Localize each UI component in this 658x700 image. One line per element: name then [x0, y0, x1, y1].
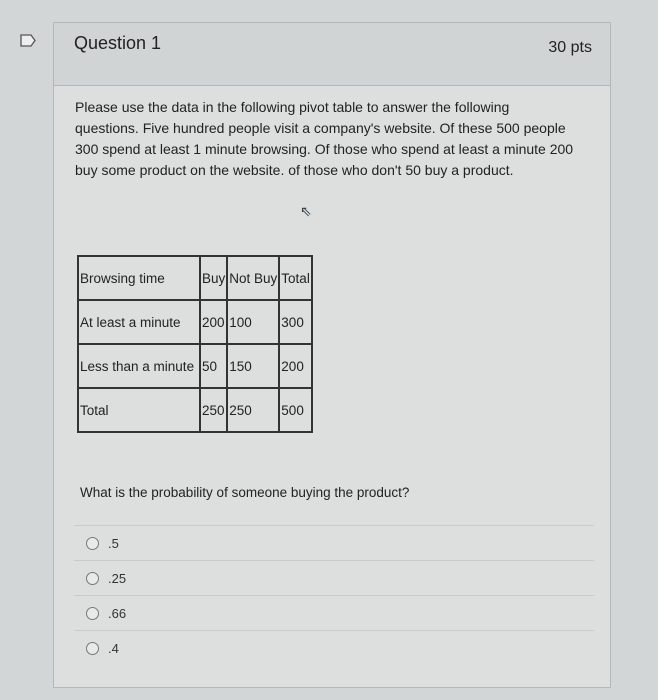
pivot-table: [77, 255, 313, 433]
answer-option[interactable]: [74, 560, 594, 595]
question-card: [53, 22, 611, 688]
option-label: .5: [108, 535, 119, 551]
question-title: Question 1: [74, 33, 162, 53]
table-cell: 200: [200, 300, 227, 344]
answer-option[interactable]: [74, 630, 594, 665]
table-row: [78, 388, 312, 432]
flag-question-icon[interactable]: [20, 34, 36, 47]
table-cell: At least a minute: [78, 300, 200, 344]
table-header: Not Buy: [227, 256, 279, 300]
radio-button[interactable]: [86, 537, 99, 550]
question-ask: What is the probability of someone buying the product?: [80, 485, 410, 500]
option-label: .66: [108, 605, 127, 621]
table-cell: 50: [200, 344, 227, 388]
radio-button[interactable]: [86, 607, 99, 620]
answer-options: [74, 525, 594, 665]
table-cell: 250: [227, 388, 279, 432]
answer-option[interactable]: [74, 595, 594, 630]
question-points: 30 pts: [548, 39, 592, 56]
mouse-cursor-icon: ⇖: [300, 203, 312, 219]
table-cell: 250: [200, 388, 227, 432]
option-label: .25: [108, 570, 127, 586]
answer-option[interactable]: [74, 525, 594, 560]
table-cell: 300: [279, 300, 312, 344]
radio-button[interactable]: [86, 572, 99, 585]
radio-button[interactable]: [86, 642, 99, 655]
table-cell: Total: [78, 388, 200, 432]
table-header: Browsing time: [78, 256, 200, 300]
question-header: [54, 23, 610, 86]
table-row: [78, 300, 312, 344]
table-header-row: [78, 256, 312, 300]
table-header: Buy: [200, 256, 227, 300]
table-row: [78, 344, 312, 388]
table-cell: 100: [227, 300, 279, 344]
table-cell: 500: [279, 388, 312, 432]
option-label: .4: [108, 640, 119, 656]
table-cell: 150: [227, 344, 279, 388]
table-header: Total: [279, 256, 312, 300]
table-cell: Less than a minute: [78, 344, 200, 388]
question-prompt: Please use the data in the following pivot table to answer the following questions. Five hundred people visit a company's website. Of these 500 people 300 spend at least 1 minute browsing. Of those who spend at least a minute 200 buy some product on the website. of those who don't 50 buy a product.: [75, 99, 574, 178]
table-cell: 200: [279, 344, 312, 388]
